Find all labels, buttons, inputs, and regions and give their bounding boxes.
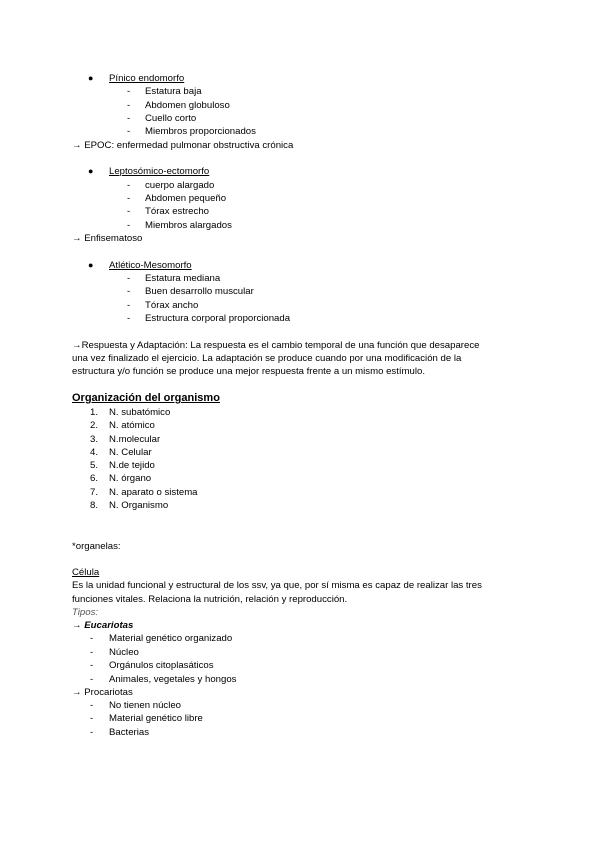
dash-icon: -	[127, 286, 131, 297]
trait-item: Miembros alargados	[145, 220, 232, 231]
bullet-icon: ●	[88, 73, 94, 83]
cell-text-line: funciones vitales. Relaciona la nutrición, relación y reproducción.	[72, 594, 348, 605]
level-item: N. aparato o sistema	[109, 487, 198, 498]
prokaryote-item: Material genético libre	[109, 713, 203, 724]
dash-icon: -	[127, 206, 131, 217]
dash-icon: -	[90, 727, 94, 738]
adaptation-text-line: estructura y/o función se produce una mejor respuesta frente a un mismo estímulo.	[72, 366, 426, 377]
list-number: 6.	[89, 473, 98, 484]
dash-icon: -	[127, 300, 131, 311]
dash-icon: -	[127, 100, 131, 111]
adaptation-text-line: una vez finalizado el ejercicio. La adaptación se produce cuando por una modificación de la	[72, 353, 462, 364]
eukaryote-item: Núcleo	[109, 647, 139, 658]
level-item: N.molecular	[109, 434, 161, 445]
somatotype-title: Atlético-Mesomorfo	[109, 260, 192, 271]
somatotype-title: Pínico endomorfo	[109, 73, 185, 84]
trait-item: cuerpo alargado	[145, 180, 215, 191]
level-item: N. Organismo	[109, 500, 169, 511]
dash-icon: -	[127, 113, 131, 124]
cell-text-line: Es la unidad funcional y estructural de los ssv, ya que, por sí misma es capaz de realizar las tres	[72, 580, 482, 591]
dash-icon: -	[127, 220, 131, 231]
eukaryote-item: Material genético organizado	[109, 633, 233, 644]
types-label: Tipos:	[72, 607, 99, 618]
adaptation-text-line: →Respuesta y Adaptación: La respuesta es el cambio temporal de una función que desaparece	[72, 340, 480, 351]
trait-item: Estructura corporal proporcionada	[145, 313, 291, 324]
trait-item: Buen desarrollo muscular	[145, 286, 254, 297]
cell-heading: Célula	[72, 567, 100, 578]
level-item: N. atómico	[109, 420, 155, 431]
list-number: 7.	[89, 487, 98, 498]
level-item: N. Celular	[109, 447, 152, 458]
dash-icon: -	[127, 193, 131, 204]
dash-icon: -	[90, 660, 94, 671]
dash-icon: -	[127, 180, 131, 191]
trait-item: Tórax estrecho	[145, 206, 209, 217]
list-number: 4.	[89, 447, 98, 458]
prokaryotes-label: → Procariotas	[72, 687, 133, 698]
dash-icon: -	[90, 647, 94, 658]
dash-icon: -	[127, 126, 131, 137]
eukaryote-item: Orgánulos citoplasáticos	[109, 660, 214, 671]
bullet-icon: ●	[88, 166, 94, 176]
eukaryotes-label: → Eucariotas	[72, 620, 134, 631]
list-number: 2.	[89, 420, 98, 431]
dash-icon: -	[127, 86, 131, 97]
trait-item: Abdomen globuloso	[145, 100, 230, 111]
level-item: N.de tejido	[109, 460, 155, 471]
trait-item: Abdomen pequeño	[145, 193, 227, 204]
somatotype-title: Leptosómico-ectomorfo	[109, 166, 210, 177]
somatotype-note: → Enfisematoso	[72, 233, 143, 244]
list-number: 1.	[89, 407, 98, 418]
trait-item: Estatura mediana	[145, 273, 221, 284]
dash-icon: -	[90, 700, 94, 711]
list-number: 5.	[89, 460, 98, 471]
dash-icon: -	[90, 633, 94, 644]
trait-item: Cuello corto	[145, 113, 197, 124]
list-number: 8.	[89, 500, 98, 511]
trait-item: Miembros proporcionados	[145, 126, 256, 137]
bullet-icon: ●	[88, 260, 94, 270]
prokaryote-item: No tienen núcleo	[109, 700, 182, 711]
dash-icon: -	[127, 273, 131, 284]
organelles-note: *organelas:	[72, 541, 121, 552]
level-item: N. órgano	[109, 473, 152, 484]
trait-item: Estatura baja	[145, 86, 202, 97]
list-number: 3.	[89, 434, 98, 445]
dash-icon: -	[90, 674, 94, 685]
level-item: N. subatómico	[109, 407, 171, 418]
dash-icon: -	[127, 313, 131, 324]
organization-heading: Organización del organismo	[72, 392, 220, 404]
somatotype-note: → EPOC: enfermedad pulmonar obstructiva crónica	[72, 140, 294, 151]
trait-item: Tórax ancho	[145, 300, 199, 311]
dash-icon: -	[90, 713, 94, 724]
eukaryote-item: Animales, vegetales y hongos	[109, 674, 237, 685]
prokaryote-item: Bacterias	[109, 727, 149, 738]
